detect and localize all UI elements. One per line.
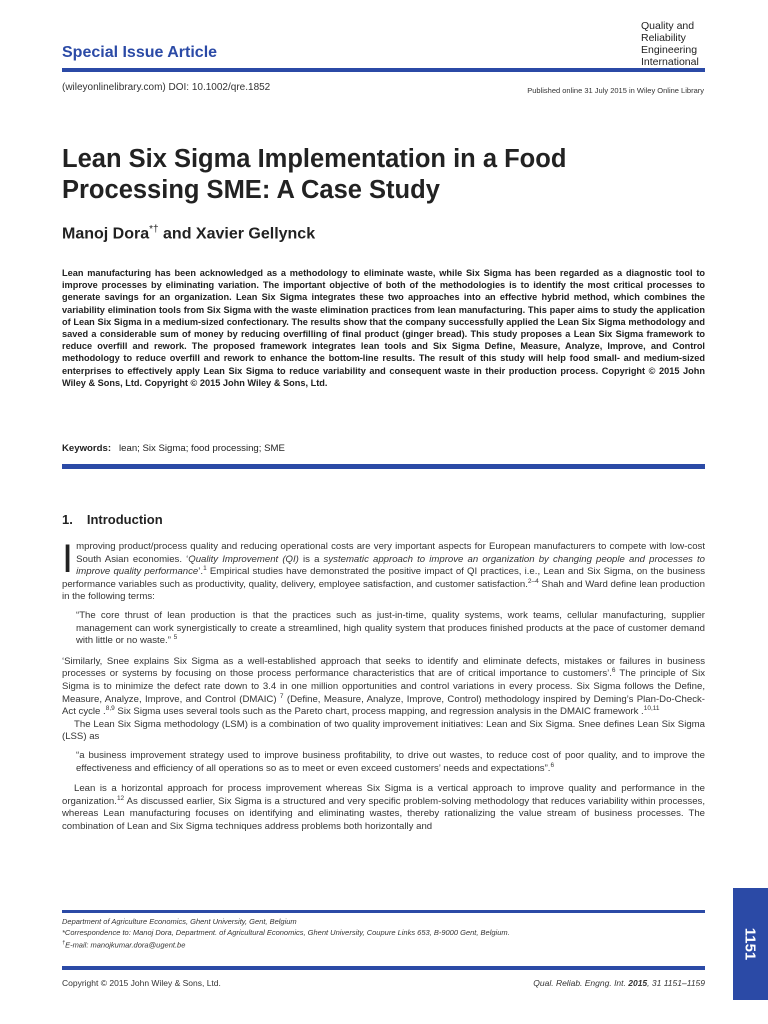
reference-marker[interactable]: 8,9 bbox=[105, 704, 115, 712]
journal-name-line: International bbox=[641, 56, 699, 68]
text-run: Empirical studies have demonstrated the positive impact of QI practices, i.e., Lean and Six Sigma, on the business performance variables such as productivity, quality, delivery, employee satisfaction, and customer satisfaction. bbox=[62, 566, 705, 590]
text-run-italic: systematic approach to improve an organization by changing people and processes to improve quality performance bbox=[76, 553, 705, 578]
section-heading bbox=[62, 512, 163, 527]
author-marks: *† bbox=[149, 224, 159, 235]
paragraph bbox=[62, 783, 705, 833]
doi-line[interactable]: (wileyonlinelibrary.com) DOI: 10.1002/qre.1852 bbox=[62, 82, 271, 93]
text-run: ’. bbox=[198, 566, 204, 578]
copyright: Copyright © 2015 John Wiley & Sons, Ltd. bbox=[62, 978, 221, 988]
journal-name-line: Reliability bbox=[641, 32, 686, 44]
reference-marker[interactable]: 2–4 bbox=[527, 577, 539, 585]
journal-name bbox=[641, 20, 699, 68]
text-run: is a bbox=[298, 553, 324, 565]
email-link[interactable]: E-mail: manojkumar.dora@ugent.be bbox=[65, 940, 186, 950]
block-quote bbox=[76, 610, 705, 648]
reference-marker[interactable]: 1 bbox=[203, 565, 207, 572]
paragraph: The Lean Six Sigma methodology (LSM) is a combination of two quality improvement initiatives: Lean and Six Sigma. Snee defines Lean Six Sigma (LSS) as bbox=[62, 718, 705, 743]
paragraph bbox=[62, 537, 705, 604]
published-date: Published online 31 July 2015 in Wiley Online Library bbox=[527, 86, 704, 95]
reference-marker[interactable]: 12 bbox=[116, 794, 125, 802]
correspondence: *Correspondence to: Manoj Dora, Department. of Agricultural Economics, Ghent University, Coupure Links 653, B-9000 Gent, Belgium. bbox=[62, 927, 510, 937]
text-run: ‘Similarly, Snee explains Six Sigma as a well-established approach that seeks to identify and eliminate defects, mistakes or failures in business processes or systems by focusing on those process performance characteristics that are of critical importance to customers’. bbox=[62, 655, 705, 680]
reference-marker[interactable]: 6 bbox=[550, 761, 555, 769]
section-title: Introduction bbox=[86, 512, 163, 527]
text-run: Shah and Ward define lean production in the following terms: bbox=[62, 578, 705, 603]
journal-name-line: Quality and bbox=[641, 20, 695, 32]
journal-name-line: Engineering bbox=[641, 44, 698, 56]
special-issue-label: Special Issue Article bbox=[62, 44, 218, 61]
page-number: 1151 bbox=[741, 927, 759, 961]
author-line bbox=[62, 224, 315, 243]
email-line bbox=[62, 938, 510, 951]
author-name[interactable]: Manoj Dora bbox=[62, 225, 150, 243]
block-quote bbox=[76, 750, 705, 775]
footnote-mark: † bbox=[62, 940, 66, 946]
citation-journal: Qual. Reliab. Engng. Int. bbox=[533, 978, 629, 988]
reference-marker[interactable]: 7 bbox=[279, 692, 284, 700]
abstract: Lean manufacturing has been acknowledged as a methodology to eliminate waste, while Six Sigma has been regarded as a diagnostic tool to improve processes by eliminating variation. The important objective of both of the methodologies is to identify the most critical processes to generate savings for an organization. Lean Six Sigma integrates these two approaches into an effective hybrid method, which combines the variability elimination tools from Six Sigma with the waste elimination practices from lean manufacturing. This paper aims to study the application of Lean Six Sigma in a medium-sized confectionary. The results show that the company successfully applied the Lean Six Sigma methodology and saved a considerable sum of money by reducing overfilling of final product (ginger bread). This study proposes a Lean Six Sigma framework to reduce overfill and rework. The proposed framework integrates lean tools and Six Sigma Define, Measure, Analyze, Improve, and Control methodology to reduce overfill and rework to enhance the bottom-line results. The result of this study will help food small- and medium-sized enterprises to effectively apply Lean Six Sigma to reduce variability and consequent waste in their production process. Copyright © 2015 John Wiley & Sons, Ltd. Copyright © 2015 John Wiley & Sons, Ltd. bbox=[62, 268, 705, 388]
reference-marker[interactable]: 6 bbox=[611, 667, 616, 675]
text-run: Six Sigma uses several tools such as the Pareto chart, process mapping, and regression analysis in the DMAIC framework . bbox=[114, 706, 644, 718]
footnote-rule bbox=[62, 910, 705, 913]
text-run: mproving product/process quality and reducing operational costs are very important aspects for European manufacturers to compete with low-cost South Asian economies. ‘ bbox=[76, 541, 705, 565]
reference-marker[interactable]: 10,11 bbox=[643, 704, 660, 712]
quote-text: “a business improvement strategy used to improve business profitability, to drive out wastes, to reduce cost of poor quality, and to improve the effectiveness and efficiency of all operations so as to meet or even exceed customers’ needs and expectations”. bbox=[76, 749, 705, 774]
keywords-label: Keywords: bbox=[62, 443, 112, 454]
drop-cap: I bbox=[62, 537, 74, 581]
keywords bbox=[62, 443, 285, 454]
body-text bbox=[62, 537, 706, 833]
footer-rule bbox=[62, 966, 705, 970]
citation-year: 2015 bbox=[628, 978, 648, 988]
header-rule bbox=[62, 68, 705, 72]
reference-marker[interactable]: 5 bbox=[173, 633, 178, 641]
section-rule bbox=[62, 464, 705, 469]
quote-text: “The core thrust of lean production is that the practices such as just-in-time, quality systems, work teams, cellular manufacturing, supplier management can work synergistically to create a streamlined, high quality system that produces finished products at the pace of customer demand with little or no waste.” bbox=[76, 609, 705, 647]
affiliation: Department of Agriculture Economics, Ghent University, Gent, Belgium bbox=[62, 917, 297, 926]
page-number-tab bbox=[733, 888, 768, 1000]
text-run: (Define, Measure, Analyze, Improve, Control) methodology inspired by Deming’s Plan-Do-Check-Act cycle . bbox=[62, 693, 706, 718]
text-run-italic: Quality Improvement (QI) bbox=[188, 553, 299, 565]
citation-pages: , 31 1151–1159 bbox=[647, 978, 705, 988]
citation bbox=[533, 978, 705, 988]
section-number: 1. bbox=[62, 512, 73, 527]
text-run: Lean is a horizontal approach for process improvement whereas Six Sigma is a vertical approach to improve quality and performance in the organization. bbox=[62, 783, 705, 807]
text-run: The principle of Six Sigma is to minimize the defect rate down to 3.4 in one million opportunities and control variations in every process. Six Sigma follows the Define, Measure, Analyze, Improve, and Control (DMAIC) bbox=[62, 668, 706, 705]
author-name[interactable]: and Xavier Gellynck bbox=[158, 225, 316, 243]
text-run: As discussed earlier, Six Sigma is a structured and very specific problem-solving methodology that reduces variability within processes, whereas Lean manufacturing focuses on identifying and eliminating wastes, thereby rationalizing the value stream of business processes. The combination of Lean and Six Sigma techniques address problems both horizontally and bbox=[62, 795, 705, 832]
paragraph bbox=[62, 656, 705, 719]
article-title: Lean Six Sigma Implementation in a Food Processing SME: A Case Study bbox=[62, 145, 567, 204]
footnotes bbox=[62, 917, 510, 951]
keywords-list: lean; Six Sigma; food processing; SME bbox=[119, 443, 285, 454]
